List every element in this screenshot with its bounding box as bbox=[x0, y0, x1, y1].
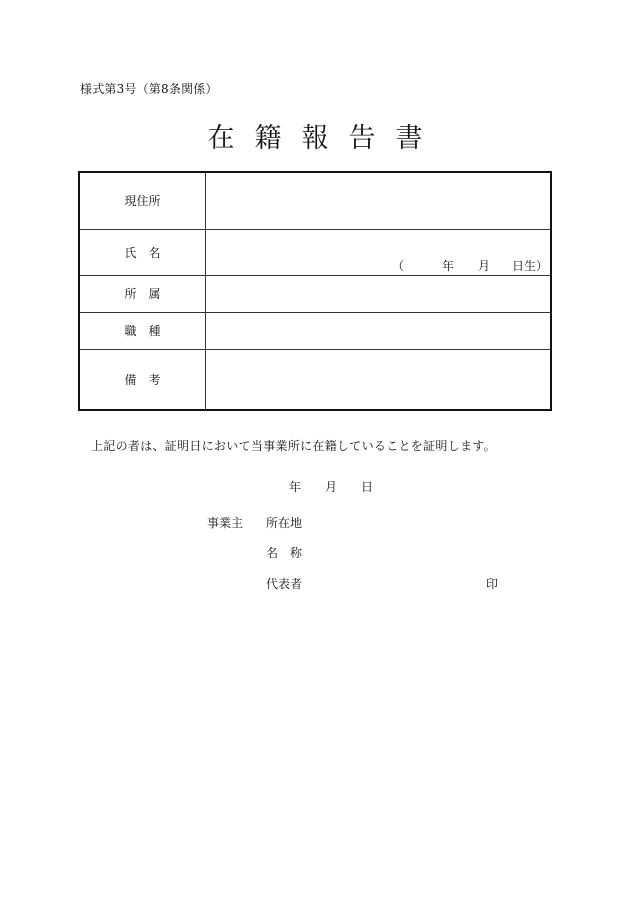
table-row-address bbox=[79, 172, 551, 229]
birth-open-paren: （ bbox=[391, 258, 404, 273]
employer-heading: 事業主 bbox=[207, 516, 244, 530]
certification-statement: 上記の者は、証明日において当事業所に在籍していることを証明します。 bbox=[91, 439, 496, 453]
register-table bbox=[78, 171, 552, 411]
address-label: 現住所 bbox=[79, 172, 206, 229]
birth-year-label: 年 bbox=[441, 258, 454, 273]
name-field[interactable] bbox=[206, 229, 552, 275]
seal-mark: 印 bbox=[486, 577, 499, 591]
occupation-field[interactable] bbox=[206, 312, 552, 349]
birth-month-label: 月 bbox=[477, 258, 490, 273]
employer-representative-label: 代表者 bbox=[266, 577, 303, 591]
table-row-occupation bbox=[79, 312, 551, 349]
document-title: 在籍報告書 bbox=[207, 123, 443, 154]
department-label: 所 属 bbox=[79, 275, 206, 312]
remarks-label: 備 考 bbox=[79, 349, 206, 410]
birth-day-label: 日生） bbox=[511, 258, 548, 273]
date-month-label: 月 bbox=[325, 480, 338, 494]
birth-date-line bbox=[392, 257, 548, 274]
date-year-label: 年 bbox=[289, 480, 302, 494]
table-row-name bbox=[79, 229, 551, 275]
address-field[interactable] bbox=[206, 172, 552, 229]
remarks-field[interactable] bbox=[206, 349, 552, 410]
name-label: 氏 名 bbox=[79, 229, 206, 275]
form-number: 様式第3号（第8条関係） bbox=[80, 82, 218, 96]
certification-date bbox=[289, 478, 373, 495]
department-field[interactable] bbox=[206, 275, 552, 312]
date-day-label: 日 bbox=[361, 480, 374, 494]
employer-address-label: 所在地 bbox=[266, 516, 303, 530]
employer-name-label: 名 称 bbox=[266, 546, 303, 560]
occupation-label: 職 種 bbox=[79, 312, 206, 349]
table-row-remarks bbox=[79, 349, 551, 410]
table-row-department bbox=[79, 275, 551, 312]
